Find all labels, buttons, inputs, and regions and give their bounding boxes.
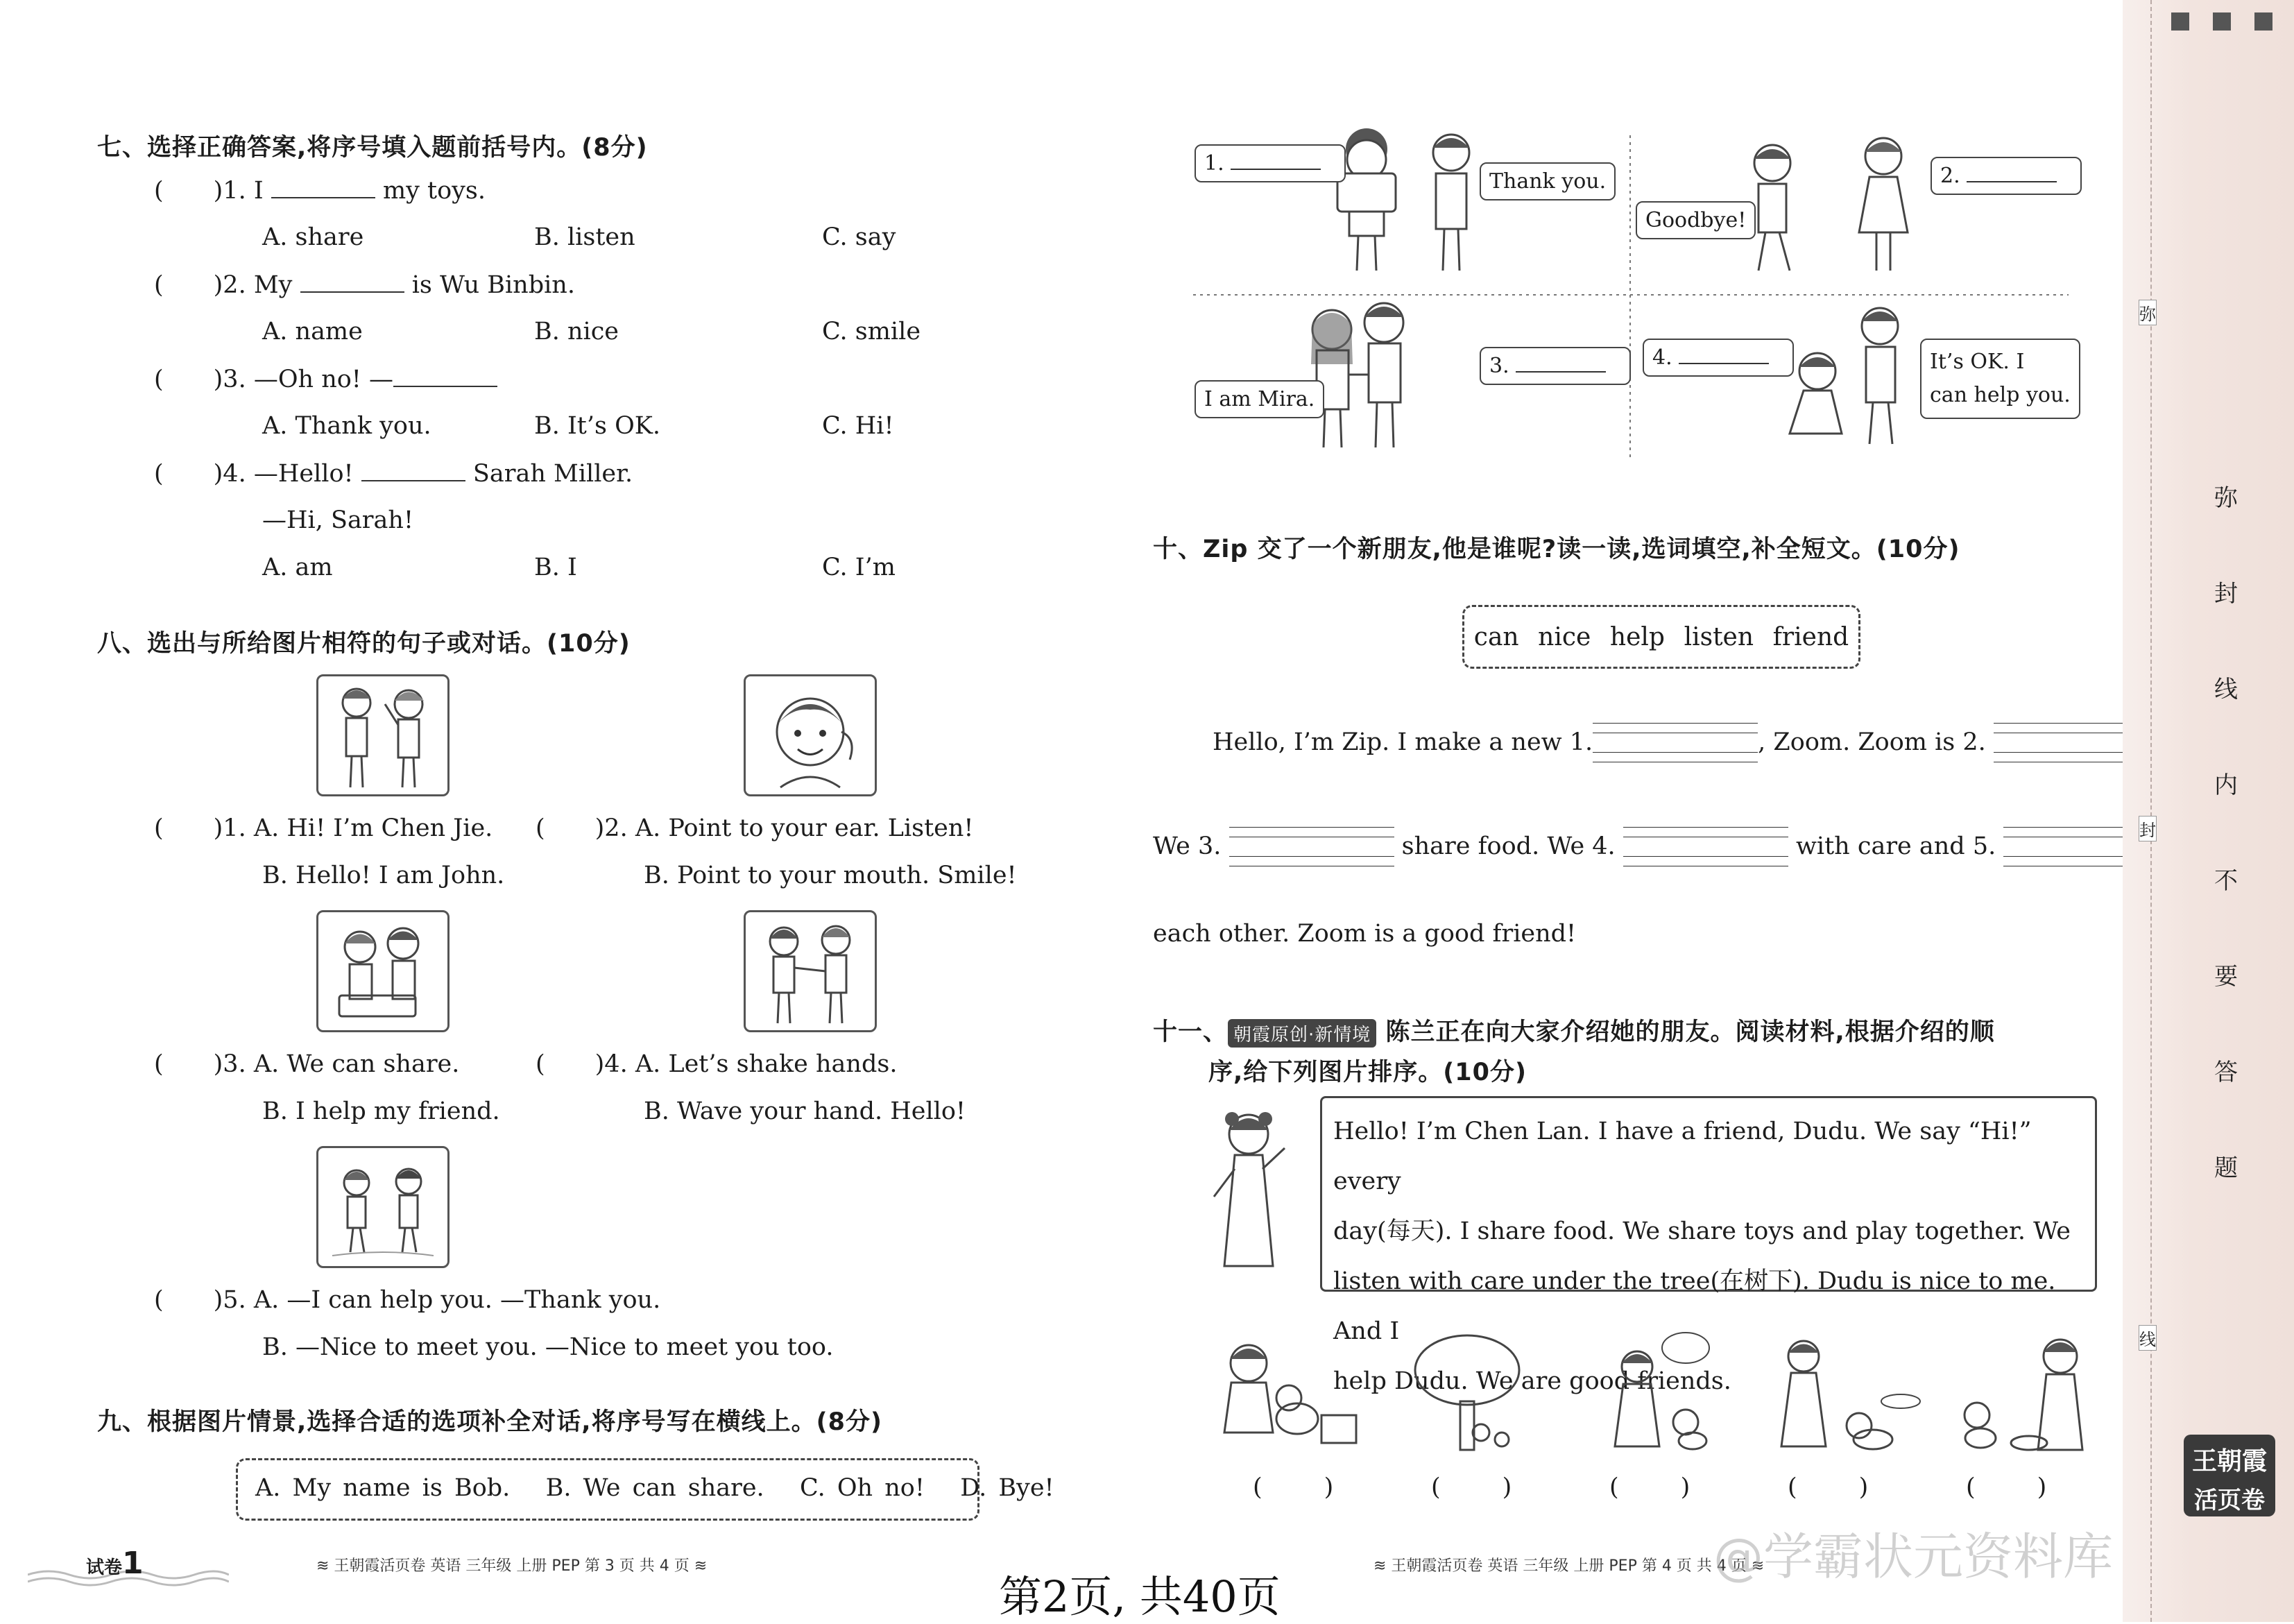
option-c: C. smile: [822, 318, 921, 345]
corner-mark-icon: [2213, 12, 2231, 31]
seal-mark-2: 封: [2139, 816, 2157, 841]
bubble-i-am-mira: I am Mira.: [1195, 380, 1324, 418]
bubble-thank-you: Thank you.: [1480, 162, 1616, 200]
word-can: can: [1473, 622, 1519, 651]
notice-char: 要: [2214, 963, 2238, 991]
answer-bracket-1[interactable]: ( ): [1253, 1473, 1334, 1501]
section-9-options: A. My name is Bob. B. We can share. C. Oh no! D. Bye!: [255, 1474, 1054, 1502]
question-8-1: ( )1. A. Hi! I’m Chen Jie.: [154, 814, 493, 842]
notice-char: 封: [2214, 580, 2238, 608]
passage-line: listen with care under the tree(在树下). Dudu is nice to me. And I: [1333, 1267, 2056, 1345]
word-friend: friend: [1772, 622, 1849, 651]
reading-passage-box: [1320, 1096, 2097, 1395]
seal-mark-1: 弥: [2139, 300, 2157, 325]
footer-left-text: ≋ 王朝霞活页卷 英语 三年级 上册 PEP 第 3 页 共 4 页 ≋: [316, 1557, 708, 1575]
word-help: help: [1609, 622, 1665, 651]
section-7-title: 七、选择正确答案,将序号填入题前括号内。(8分): [97, 134, 648, 162]
word-nice: nice: [1538, 622, 1591, 651]
option-b: B. It’s OK.: [534, 412, 661, 440]
notice-char: 线: [2214, 676, 2238, 703]
passage-line: day(每天). I share food. We share toys and play together. We: [1333, 1217, 2071, 1245]
passage-line-1: Hello, I’m Zip. I make a new 1. , Zoom. Zoom is 2.: [1213, 728, 2166, 756]
question-8-3-option-b: B. I help my friend.: [262, 1097, 500, 1125]
question-8-4-option-b: B. Wave your hand. Hello!: [644, 1097, 966, 1125]
four-line-blank: [1229, 835, 1394, 860]
section-9-options-box: [236, 1458, 1054, 1521]
bubble-2: 2.: [1931, 157, 2082, 195]
question-8-5: ( )5. A. —I can help you. —Thank you.: [154, 1286, 661, 1314]
question-7-3: ( )3. —Oh no! —: [154, 365, 497, 393]
notice-char: 不: [2214, 867, 2238, 895]
answer-bracket-5[interactable]: ( ): [1966, 1473, 2047, 1501]
picture-two-children: [316, 1146, 450, 1268]
question-8-2: ( )2. A. Point to your ear. Listen!: [536, 814, 974, 842]
question-7-4: ( )4. —Hello! Sarah Miller.: [154, 460, 633, 488]
question-8-4: ( )4. A. Let’s shake hands.: [536, 1050, 898, 1078]
section-10-title: 十、Zip 交了一个新朋友,他是谁呢?读一读,选词填空,补全短文。(10分): [1153, 536, 1960, 563]
question-8-3: ( )3. A. We can share.: [154, 1050, 460, 1078]
page-number: 第2页, 共40页: [999, 1571, 1281, 1622]
notice-char: 内: [2214, 771, 2238, 799]
question-7-4-reply: —Hi, Sarah!: [262, 506, 414, 534]
answer-bracket-4[interactable]: ( ): [1788, 1473, 1869, 1501]
bubble-goodbye: Goodbye!: [1636, 201, 1756, 239]
brand-logo: 王朝霞 活页卷: [2184, 1435, 2275, 1516]
bubble-4: 4.: [1643, 339, 1794, 377]
answer-bracket-3[interactable]: ( ): [1609, 1473, 1690, 1501]
word-bank: [1462, 605, 1860, 669]
question-8-5-option-b: B. —Nice to meet you. —Nice to meet you too.: [262, 1333, 834, 1361]
question-7-2: ( )2. My is Wu Binbin.: [154, 271, 575, 299]
option-c: C. Hi!: [822, 412, 894, 440]
section-11-title-line2: 序,给下列图片排序。(10分): [1208, 1059, 1527, 1086]
question-8-1-option-b: B. Hello! I am John.: [262, 862, 505, 889]
bubble-1: 1.: [1195, 144, 1346, 182]
option-b: B. nice: [534, 318, 619, 345]
option-b: B. listen: [534, 223, 635, 251]
four-line-blank: [1623, 835, 1788, 860]
passage-line-2: We 3. share food. We 4. with care and 5.: [1153, 832, 2168, 860]
four-line-blank: [1593, 731, 1758, 756]
picture-boy-smiling: [744, 674, 877, 796]
picture-two-girls-greeting: [316, 674, 450, 796]
passage-line: help Dudu. We are good friends.: [1333, 1367, 1731, 1395]
notice-char: 弥: [2214, 484, 2238, 512]
option-a: A. Thank you.: [262, 412, 431, 440]
picture-boy-helping-girl: [316, 910, 450, 1032]
cut-line: [2150, 0, 2157, 1622]
corner-mark-icon: [2254, 12, 2272, 31]
question-8-2-option-b: B. Point to your mouth. Smile!: [644, 862, 1017, 889]
bubble-its-ok: It’s OK. I can help you.: [1920, 339, 2080, 419]
question-7-1: ( )1. I my toys.: [154, 177, 486, 205]
passage-line-3: each other. Zoom is a good friend!: [1153, 920, 1577, 948]
passage-line: Hello! I’m Chen Lan. I have a friend, Dudu. We say “Hi!” every: [1333, 1118, 2032, 1195]
sorting-pictures: [1207, 1328, 2102, 1467]
section-11-title: 十一、 朝霞原创·新情境 陈兰正在向大家介绍她的朋友。阅读材料,根据介绍的顺: [1153, 1018, 1995, 1046]
option-b: B. I: [534, 554, 577, 581]
option-a: A. share: [262, 223, 364, 251]
option-c: C. I’m: [822, 554, 896, 581]
option-c: C. say: [822, 223, 896, 251]
option-a: A. am: [262, 554, 333, 581]
chen-lan-figure: [1207, 1106, 1290, 1273]
seal-mark-3: 线: [2139, 1325, 2157, 1351]
corner-mark-icon: [2171, 12, 2189, 31]
notice-char: 答: [2214, 1059, 2238, 1086]
answer-bracket-2[interactable]: ( ): [1431, 1473, 1512, 1501]
option-a: A. name: [262, 318, 363, 345]
section-9-title: 九、根据图片情景,选择合适的选项补全对话,将序号写在横线上。(8分): [97, 1408, 882, 1436]
section-8-title: 八、选出与所给图片相符的句子或对话。(10分): [97, 630, 631, 658]
picture-shaking-hands: [744, 910, 877, 1032]
paper-label: 试卷1: [86, 1546, 144, 1581]
original-tag: 朝霞原创·新情境: [1228, 1019, 1376, 1048]
watermark: @学霸状元资料库: [1713, 1528, 2114, 1586]
footer-right-text: ≋ 王朝霞活页卷 英语 三年级 上册 PEP 第 4 页 共 4 页 ≋: [1373, 1557, 1765, 1575]
bubble-3: 3.: [1480, 347, 1631, 385]
word-listen: listen: [1684, 622, 1754, 651]
notice-char: 题: [2214, 1154, 2238, 1182]
seal-background: [2123, 0, 2294, 1622]
